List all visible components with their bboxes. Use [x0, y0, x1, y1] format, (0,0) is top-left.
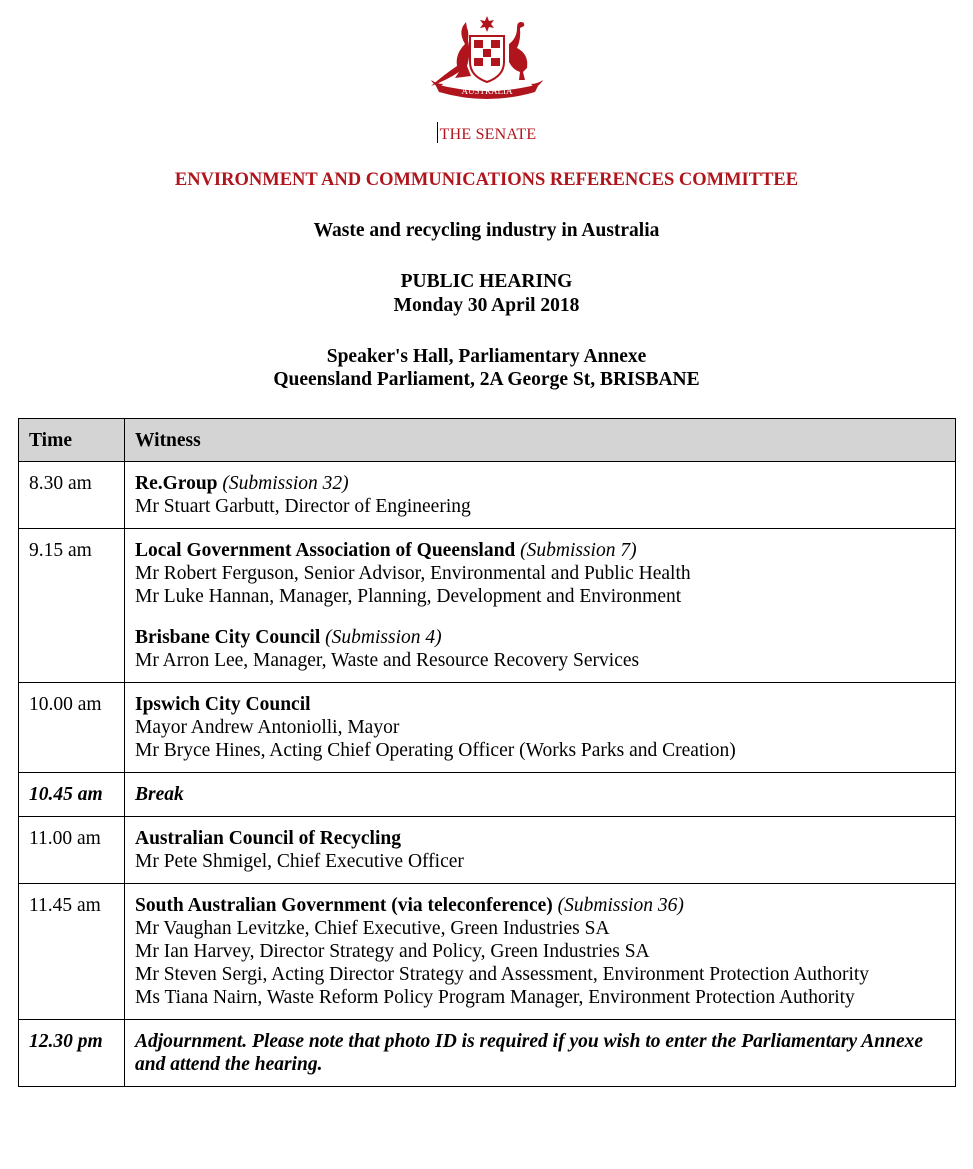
table-row	[19, 529, 956, 683]
hearing-type: PUBLIC HEARING	[400, 271, 573, 292]
witness-person: Ms Tiana Nairn, Waste Reform Policy Program Manager, Environment Protection Authority	[135, 987, 855, 1008]
table-row	[19, 1020, 956, 1087]
row-witness	[125, 683, 956, 773]
senate-title	[0, 122, 973, 144]
row-witness	[125, 529, 956, 683]
schedule-table	[18, 418, 956, 1087]
crest-label: AUSTRALIA	[461, 86, 513, 96]
org-name: Australian Council of Recycling	[135, 828, 401, 849]
row-witness	[125, 817, 956, 884]
witness-person: Mr Arron Lee, Manager, Waste and Resource Recovery Services	[135, 650, 640, 671]
witness-person: Mr Bryce Hines, Acting Chief Operating Officer (Works Parks and Creation)	[135, 740, 736, 761]
witness-column-header: Witness	[125, 419, 956, 462]
hearing-date: Monday 30 April 2018	[393, 295, 580, 316]
witness-person: Mr Pete Shmigel, Chief Executive Officer	[135, 851, 464, 872]
org-name: South Australian Government (via teleconference)	[135, 895, 553, 916]
witness-person: Mr Stuart Garbutt, Director of Engineering	[135, 496, 471, 517]
row-time: 9.15 am	[19, 529, 125, 683]
org-name: Local Government Association of Queensland	[135, 540, 516, 561]
row-time: 8.30 am	[19, 462, 125, 529]
row-time: 10.45 am	[19, 773, 125, 817]
org-name: Ipswich City Council	[135, 694, 311, 715]
witness-person: Mr Ian Harvey, Director Strategy and Policy, Green Industries SA	[135, 941, 650, 962]
adjournment-note: Adjournment. Please note that photo ID is required if you wish to enter the Parliamentary Annexe and attend the hearing.	[125, 1020, 956, 1087]
submission-ref: (Submission 4)	[325, 627, 442, 648]
table-row	[19, 462, 956, 529]
submission-ref: (Submission 7)	[520, 540, 637, 561]
org-name: Brisbane City Council	[135, 627, 321, 648]
row-time: 12.30 pm	[19, 1020, 125, 1087]
submission-ref: (Submission 32)	[222, 473, 349, 494]
row-witness	[125, 462, 956, 529]
witness-person: Mr Vaughan Levitzke, Chief Executive, Green Industries SA	[135, 918, 610, 939]
spacer	[135, 608, 949, 626]
committee-title: ENVIRONMENT AND COMMUNICATIONS REFERENCES COMMITTEE	[174, 170, 799, 190]
table-row	[19, 817, 956, 884]
witness-person: Mr Steven Sergi, Acting Director Strategy and Assessment, Environment Protection Authority	[135, 964, 870, 985]
row-time: 10.00 am	[19, 683, 125, 773]
table-header-row	[19, 419, 956, 462]
row-time: 11.45 am	[19, 884, 125, 1020]
text-cursor	[437, 122, 438, 143]
senate-label: THE SENATE	[439, 126, 537, 143]
org-name: Re.Group	[135, 473, 218, 494]
table-row	[19, 773, 956, 817]
time-column-header: Time	[19, 419, 125, 462]
inquiry-title: Waste and recycling industry in Australia	[313, 220, 660, 241]
table-row	[19, 884, 956, 1020]
witness-person: Mr Robert Ferguson, Senior Advisor, Environmental and Public Health	[135, 563, 691, 584]
venue-line-2: Queensland Parliament, 2A George St, BRISBANE	[273, 369, 700, 390]
venue-line-1: Speaker's Hall, Parliamentary Annexe	[326, 346, 647, 367]
coat-of-arms-emblem	[425, 14, 549, 106]
break-label: Break	[125, 773, 956, 817]
table-row	[19, 683, 956, 773]
row-witness	[125, 884, 956, 1020]
submission-ref: (Submission 36)	[557, 895, 684, 916]
row-time: 11.00 am	[19, 817, 125, 884]
witness-person: Mr Luke Hannan, Manager, Planning, Development and Environment	[135, 586, 682, 607]
witness-person: Mayor Andrew Antoniolli, Mayor	[135, 717, 400, 738]
